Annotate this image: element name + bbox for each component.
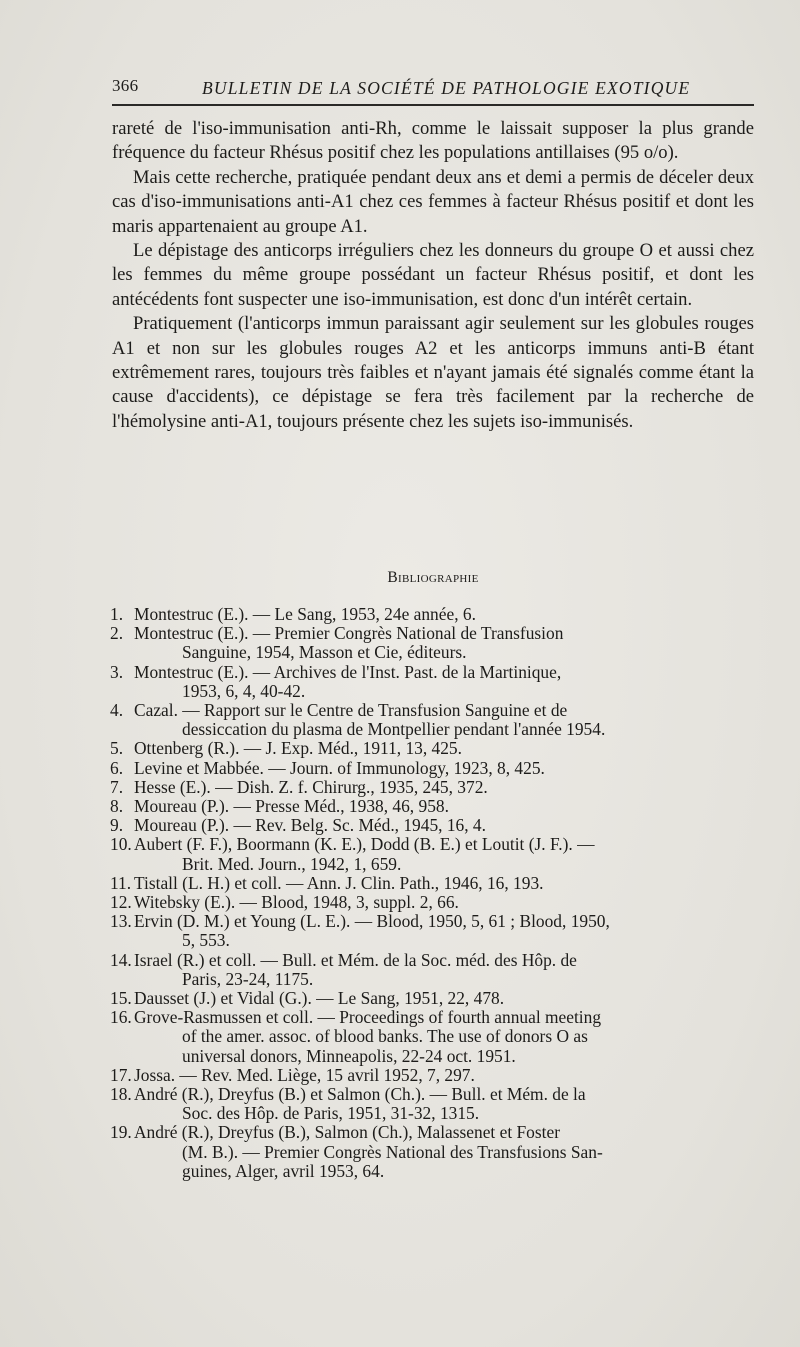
reference-number: 18. <box>110 1084 132 1105</box>
reference-item <box>110 797 758 816</box>
reference-line: Grove-Rasmussen et coll. — Proceedings of fourth annual meeting <box>134 1007 602 1028</box>
page-header <box>112 74 752 100</box>
reference-number: 8. <box>110 796 124 817</box>
reference-item <box>110 951 758 989</box>
reference-line: Moureau (P.). — Presse Méd., 1938, 46, 958. <box>134 796 449 817</box>
reference-number: 11. <box>110 872 132 893</box>
reference-item <box>110 1008 758 1066</box>
reference-item <box>110 624 758 662</box>
reference-line: dessiccation du plasma de Montpellier pendant l'année 1954. <box>182 719 606 740</box>
reference-item <box>110 893 758 912</box>
reference-number: 15. <box>110 988 132 1009</box>
reference-line: Israel (R.) et coll. — Bull. et Mém. de la Soc. méd. des Hôp. de <box>134 949 577 970</box>
reference-line: Levine et Mabbée. — Journ. of Immunology, 1923, 8, 425. <box>134 757 545 778</box>
reference-item <box>110 778 758 797</box>
reference-item <box>110 605 758 624</box>
reference-line: Montestruc (E.). — Archives de l'Inst. Past. de la Martinique, <box>134 661 562 682</box>
reference-line: Ottenberg (R.). — J. Exp. Méd., 1911, 13, 425. <box>134 738 462 759</box>
reference-number: 16. <box>110 1007 132 1028</box>
reference-line: André (R.), Dreyfus (B.) et Salmon (Ch.). — Bull. et Mém. de la <box>134 1084 586 1105</box>
page-number: 366 <box>112 76 139 95</box>
reference-number: 5. <box>110 738 124 759</box>
body-text <box>112 117 754 434</box>
header-rule <box>112 104 754 106</box>
reference-number: 1. <box>110 604 124 624</box>
reference-line: (M. B.). — Premier Congrès National des Transfusions San- <box>182 1141 603 1162</box>
paragraph-2: Mais cette recherche, pratiquée pendant deux ans et demi a permis de déceler deux cas d'iso-immunisations anti-A1 chez ces femmes à facteur Rhésus positif et dont les maris appartenaient au groupe A1. <box>112 166 754 237</box>
reference-number: 7. <box>110 776 124 797</box>
running-title: BULLETIN DE LA SOCIÉTÉ DE PATHOLOGIE EXOTIQUE <box>202 78 691 98</box>
reference-number: 4. <box>110 700 124 721</box>
reference-number: 14. <box>110 949 132 970</box>
reference-item <box>110 1085 758 1123</box>
reference-number: 3. <box>110 661 124 682</box>
reference-item <box>110 989 758 1008</box>
reference-item <box>110 816 758 835</box>
paragraph-1: rareté de l'iso-immunisation anti-Rh, comme le laissait supposer la plus grande fréquence du facteur Rhésus positif chez les populations antillaises (95 o/o). <box>112 118 754 164</box>
reference-number: 12. <box>110 892 132 913</box>
reference-line: Ervin (D. M.) et Young (L. E.). — Blood, 1950, 5, 61 ; Blood, 1950, <box>134 911 610 932</box>
reference-item <box>110 701 758 739</box>
reference-item <box>110 912 758 950</box>
reference-number: 10. <box>110 834 132 855</box>
reference-line: Montestruc (E.). — Premier Congrès National de Transfusion <box>134 623 564 644</box>
reference-line: Hesse (E.). — Dish. Z. f. Chirurg., 1935, 245, 372. <box>134 776 488 797</box>
reference-line: Witebsky (E.). — Blood, 1948, 3, suppl. 2, 66. <box>134 892 459 913</box>
reference-item <box>110 1066 758 1085</box>
reference-line: 5, 553. <box>182 930 230 951</box>
reference-number: 13. <box>110 911 132 932</box>
reference-line: universal donors, Minneapolis, 22-24 oct. 1951. <box>182 1045 516 1066</box>
reference-list <box>110 605 758 1181</box>
reference-number: 17. <box>110 1064 132 1085</box>
bibliography-heading: Bibliographie <box>387 569 479 586</box>
reference-line: 1953, 6, 4, 40-42. <box>182 680 306 701</box>
reference-line: guines, Alger, avril 1953, 64. <box>182 1160 385 1181</box>
reference-number: 6. <box>110 757 124 778</box>
reference-line: Jossa. — Rev. Med. Liège, 15 avril 1952, 7, 297. <box>134 1064 475 1085</box>
reference-line: Brit. Med. Journ., 1942, 1, 659. <box>182 853 402 874</box>
reference-line: Tistall (L. H.) et coll. — Ann. J. Clin. Path., 1946, 16, 193. <box>134 872 544 893</box>
reference-item <box>110 1123 758 1181</box>
reference-item <box>110 835 758 873</box>
reference-line: Soc. des Hôp. de Paris, 1951, 31-32, 1315. <box>182 1103 480 1124</box>
reference-line: Cazal. — Rapport sur le Centre de Transfusion Sanguine et de <box>134 700 568 721</box>
reference-line: Aubert (F. F.), Boormann (K. E.), Dodd (B. E.) et Loutit (J. F.). — <box>134 834 595 855</box>
reference-item <box>110 759 758 778</box>
reference-line: Montestruc (E.). — Le Sang, 1953, 24e année, 6. <box>134 604 476 624</box>
reference-line: Sanguine, 1954, Masson et Cie, éditeurs. <box>182 642 467 663</box>
reference-item <box>110 874 758 893</box>
reference-line: Paris, 23-24, 1175. <box>182 968 314 989</box>
reference-item <box>110 663 758 701</box>
reference-number: 9. <box>110 815 124 836</box>
paragraph-4: Pratiquement (l'anticorps immun paraissant agir seulement sur les globules rouges A1 et non sur les globules rouges A2 et les anticorps immuns anti-B étant extrêmement rares, toujours très faibles et n'ayant jamais été signalés comme étant la cause d'accidents), ce dépistage se fera très facilement par la recherche de l'hémolysine anti-A1, toujours présente chez les sujets iso-immunisés. <box>112 313 754 432</box>
paragraph-3: Le dépistage des anticorps irréguliers chez les donneurs du groupe O et aussi chez les femmes du même groupe possédant un facteur Rhésus positif, et dont les antécédents font suspecter une iso-immunisation, est donc d'un intérêt certain. <box>112 240 754 310</box>
reference-line: Dausset (J.) et Vidal (G.). — Le Sang, 1951, 22, 478. <box>134 988 505 1009</box>
reference-line: André (R.), Dreyfus (B.), Salmon (Ch.), Malassenet et Foster <box>134 1122 560 1143</box>
reference-line: Moureau (P.). — Rev. Belg. Sc. Méd., 1945, 16, 4. <box>134 815 486 836</box>
reference-number: 2. <box>110 623 124 644</box>
reference-number: 19. <box>110 1122 132 1143</box>
reference-line: of the amer. assoc. of blood banks. The use of donors O as <box>182 1026 588 1047</box>
reference-item <box>110 739 758 758</box>
